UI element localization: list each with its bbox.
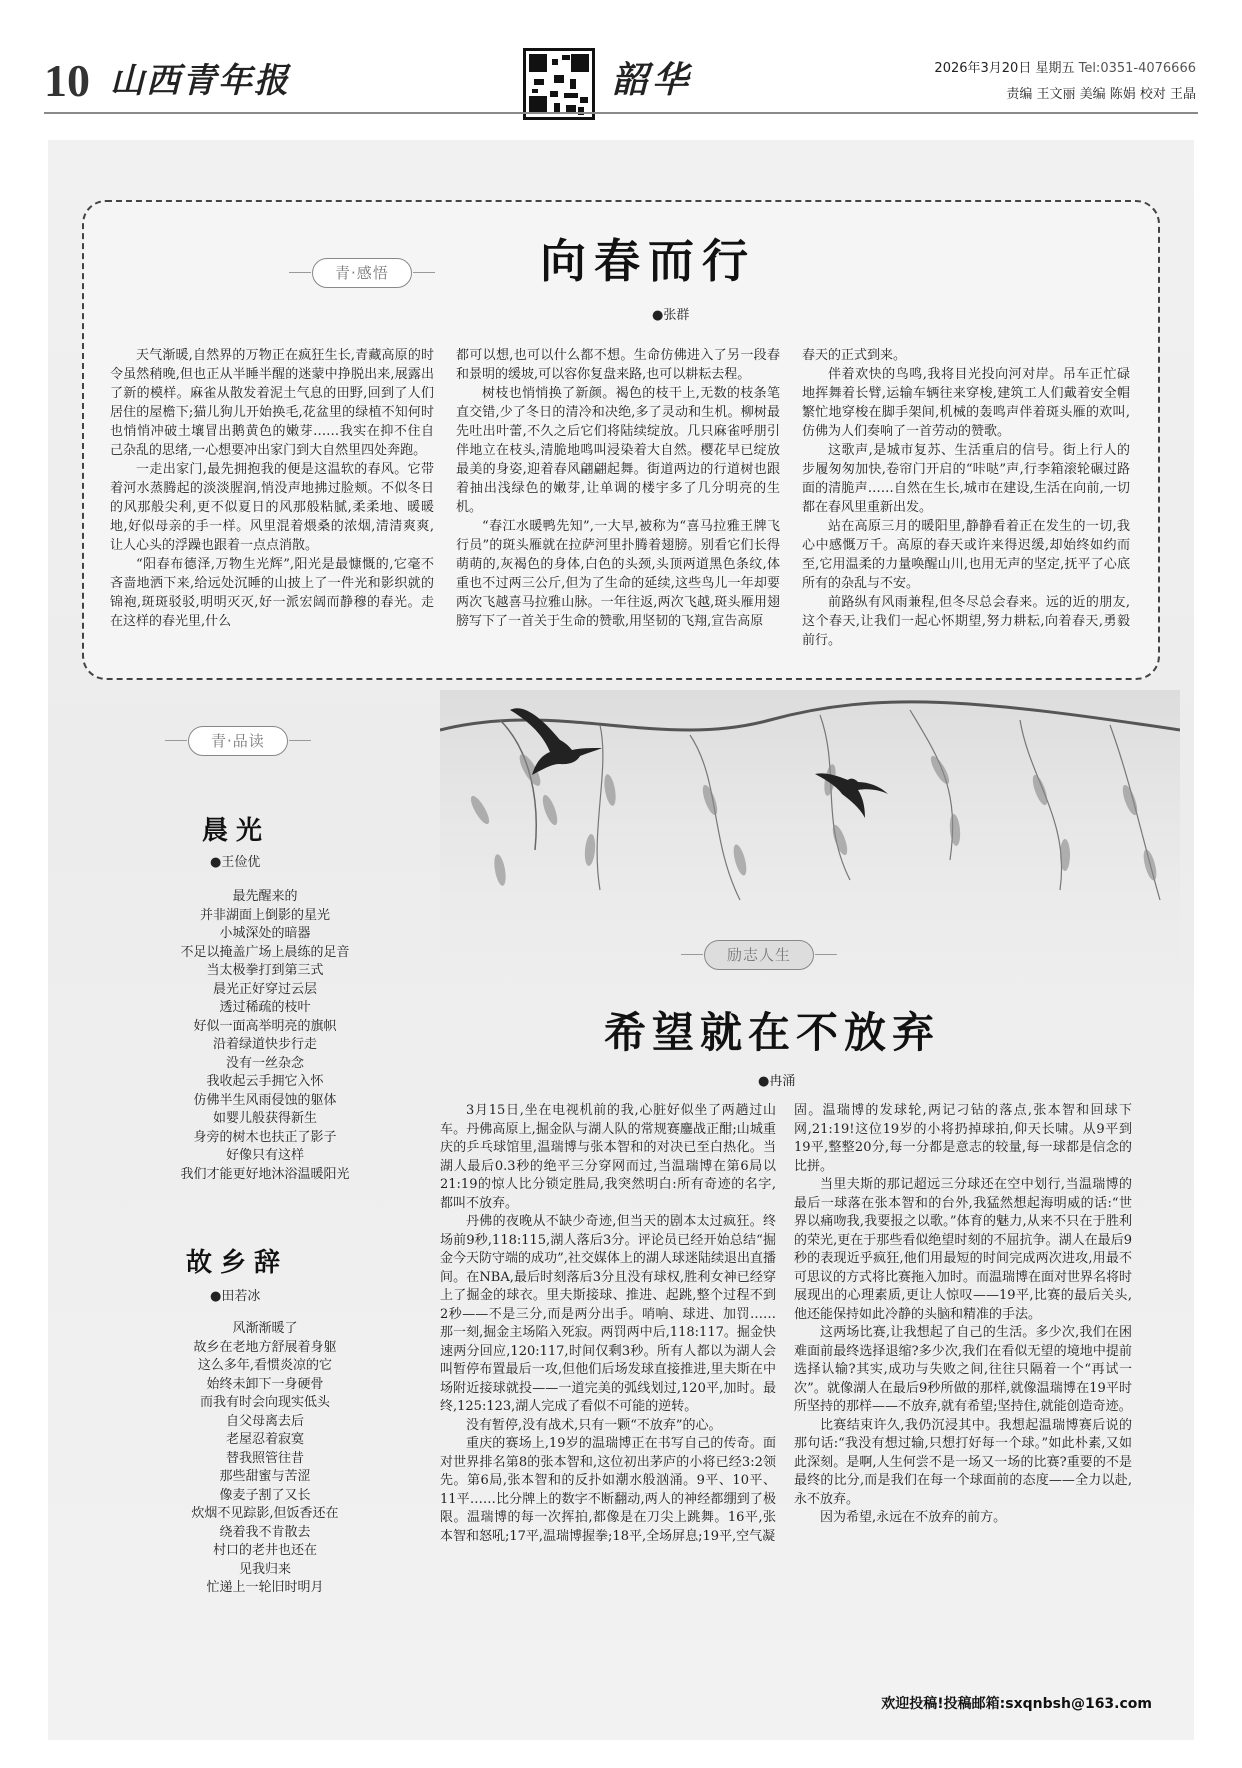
poem-line: 而我有时会向现实低头 [199,1395,330,1410]
article-byline: ●冉涌 [758,1074,796,1089]
article-title: 希望就在不放弃 [604,1008,941,1057]
poem-line: 那些甜蜜与苦涩 [219,1469,311,1484]
poem-line: 炊烟不见踪影,但饭香还在 [191,1506,339,1521]
poem-line: 始终未卸下一身硬骨 [206,1376,324,1392]
qr-code-icon [523,48,595,120]
paragraph: “春江水暖鸭先知”,一大早,被称为“喜马拉雅王牌飞行员”的斑头雁就在拉萨河里扑腾着翅膀。别看它们长得萌萌的,灰褐色的身体,白色的头颈,头顶两道黑色条纹,体重也不过两三公斤,但为了生命的延续,这些鸟儿一年却要两次飞越喜马拉雅山脉。一年往返,两次飞越,斑头雁用翅膀写下了一首关于生命的赞歌,用坚韧的飞翔,宣告高原 [456,519,780,629]
poem-line: 身旁的树木也扶正了影子 [193,1129,337,1145]
poem-body [110,1320,420,1598]
paragraph: 3月15日,坐在电视机前的我,心脏好似坐了两趟过山车。丹佛高原上,掘金队与湖人队的常规赛鏖战正酣;山城重庆的乒乓球馆里,温瑞博与张本智和的对决已至白热化。当湖人最后0.3秒的绝平三分穿网而过,当温瑞博在第6局以21:19的惊人比分锁定胜局,我突然明白:所有奇迹的名字,都叫不放弃。 [440,1103,776,1211]
article2-column-1 [440,1102,776,1680]
page-number: 10 [44,55,90,106]
poem-line: 沿着绿道快步行走 [212,1037,317,1052]
poem-line: 最先醒来的 [232,889,298,904]
submission-note: 欢迎投稿!投稿邮箱:sxqnbsh@163.com [881,1696,1152,1712]
poem-line: 当太极拳打到第三式 [206,963,324,978]
dateline [934,62,1196,75]
poem-line: 好像只有这样 [225,1148,304,1163]
poem-line: 晨光正好穿过云层 [212,981,317,997]
poem-byline: ●王俭优 [210,855,261,870]
poem-line: 风渐渐暖了 [232,1321,298,1336]
section-title: 韶华 [612,59,693,101]
editor-credits: 责编 王文丽 美编 陈娟 校对 王晶 [1006,87,1196,102]
poem-line: 见我归来 [238,1561,291,1577]
paragraph: 前路纵有风雨兼程,但冬尽总会春来。远的近的朋友,这个春天,让我们一起心怀期望,努力耕耘,向着春天,勇毅前行。 [802,595,1130,648]
article-title: 向春而行 [540,234,756,288]
paragraph: 一走出家门,最先拥抱我的便是这温软的春风。它带着河水蒸腾起的淡淡腥润,悄没声地拂过脸颊。不似冬日的风那般尖利,更不似夏日的风那般粘腻,柔柔地、暖暖地,好似母亲的手一样。风里混着煨桑的浓烟,清清爽爽,让人心头的浮躁也跟着一点点消散。 [110,462,434,553]
paragraph: 重庆的赛场上,19岁的温瑞博正在书写自己的传奇。面对世界排名第8的张本智和,这位初出茅庐的小将已经3:2领先。第6局,张本智和的反扑如潮水般汹涌。9平、10平、11平……比分牌上的数字不断翻动,两人的神经都绷到了极限。温瑞博的每一次挥拍,都像是在刀尖上跳舞。16平,张本智和怒吼;17平,温瑞博握拳;18平,全场屏息;19平,空气凝 [440,1436,776,1544]
article2-column-2 [794,1102,1132,1680]
poem-line: 老屋忍着寂寞 [225,1432,304,1447]
paragraph: 这两场比赛,让我想起了自己的生活。多少次,我们在困难面前最终选择退缩?多少次,我们在看似无望的境地中提前选择认输?其实,成功与失败之间,往往只隔着一个“再试一次”。就像湖人在最后9秒所做的那样,就像温瑞博在19平时所坚持的那样——不放弃,就有希望;坚持住,就能创造奇迹。 [794,1325,1132,1414]
paragraph: 天气渐暖,自然界的万物正在疯狂生长,青藏高原的时令虽然稍晚,但也正从半睡半醒的迷蒙中挣脱出来,展露出了新的模样。麻雀从散发着泥土气息的田野,回到了人们居住的屋檐下;猫儿狗儿开始换毛,花盆里的绿植不知何时也悄悄冲破土壤冒出鹅黄色的嫩芽……我实在抑不住自己杂乱的思绪,一心想要冲出家门到大自然里四处奔跑。 [110,348,434,458]
poem-body [110,888,420,1184]
paragraph: “阳春布德泽,万物生光辉”,阳光是最慷慨的,它毫不吝啬地洒下来,给远处沉睡的山披上了一件光和影织就的锦袍,斑斑驳驳,明明灭灭,好一派宏阔而静穆的春光。走在这样的春光里,什么 [110,557,434,629]
poem-line: 故乡在老地方舒展着身躯 [193,1339,337,1355]
poem-line: 村口的老井也还在 [212,1543,317,1558]
paragraph: 没有暂停,没有战术,只有一颗“不放弃”的心。 [466,1417,722,1433]
paragraph: 伴着欢快的鸟鸣,我将目光投向河对岸。吊车正忙碌地挥舞着长臂,运输车辆往来穿梭,建筑工人们戴着安全帽繁忙地穿梭在脚手架间,机械的轰鸣声伴着斑头雁的欢叫,仿佛为人们奏响了一首劳动的赞歌。 [802,367,1130,439]
header-divider [44,112,1198,114]
article1-column-2 [456,346,780,664]
paragraph: 这歌声,是城市复苏、生活重启的信号。街上行人的步履匆匆加快,卷帘门开启的“咔哒”声,行李箱滚轮碾过路面的清脆声……自然在生长,城市在建设,生活在向前,一切都在春风里重新出发。 [802,443,1130,515]
poem-line: 没有一丝杂念 [225,1055,304,1071]
paragraph: 因为希望,永远在不放弃的前方。 [820,1510,1007,1525]
article1-column-1 [110,346,434,664]
poem-line: 如婴儿般获得新生 [212,1111,317,1126]
poem-line: 我们才能更好地沐浴温暖阳光 [180,1166,350,1182]
article-byline: ●张群 [652,308,690,323]
poem-line: 不足以掩盖广场上晨练的足音 [180,944,350,960]
paragraph: 树枝也悄悄换了新颜。褐色的枝干上,无数的枝条笔直交错,少了冬日的清冷和决绝,多了灵动和生机。柳树最先吐出叶蕾,不久之后它们将陆续绽放。几只麻雀呼朋引伴地立在枝头,清脆地鸣叫浸染着大自然。樱花早已绽放最美的身姿,迎着春风翩翩起舞。街道两边的行道树也跟着抽出浅绿色的嫩芽,让单调的楼宇多了几分明亮的生机。 [456,386,780,515]
column-tag-insight: 青·感悟 [312,258,412,288]
poem-title: 故乡辞 [186,1248,289,1278]
poem-line: 替我照管往昔 [225,1450,304,1466]
poem-line: 我收起云手拥它入怀 [206,1074,324,1089]
poem-line: 仿佛半生风雨侵蚀的躯体 [193,1092,337,1108]
swallow-illustration [440,690,1180,1030]
paragraph: 丹佛的夜晚从不缺少奇迹,但当天的剧本太过疯狂。终场前9秒,118:115,湖人落后3分。评论员已经开始总结“掘金今天防守端的成功”,社交媒体上的湖人球迷陆续退出直播间。在NBA,最后时刻落后3分且没有球权,胜利女神已经穿上了掘金的球衣。里夫斯接球、推进、起跳,整个过程不到2秒——不是三分,而是两分出手。哨响、球进、加罚……那一刻,掘金主场陷入死寂。两罚两中后,118:117。掘金快速两分回应,120:117,时间仅剩3秒。所有人都以为湖人会叫暂停布置最后一攻,但他们后场发球直接推进,里夫斯在中场附近接球就投——一道完美的弧线划过,120平,加时。最终,125:123,湖人完成了看似不可能的逆转。 [440,1214,776,1414]
poem-line: 绕着我不肯散去 [219,1524,311,1540]
poem-line: 这么多年,看惯炎凉的它 [197,1358,333,1373]
column-tag-reading: 青·品读 [188,726,288,756]
issue-date: 2026年3月20日 星期五 [934,61,1075,76]
poem-title: 晨光 [202,816,271,846]
poem-line: 小城深处的暗器 [219,926,311,941]
poem-line: 像麦子割了又长 [219,1487,311,1503]
paragraph: 都可以想,也可以什么都不想。生命仿佛进入了另一段春和景明的缓坡,可以容你复盘来路,也可以耕耘去程。 [456,348,780,382]
paragraph: 春天的正式到来。 [802,348,907,363]
telephone: Tel:0351-4076666 [1078,61,1196,76]
paragraph: 固。温瑞博的发球轮,两记刁钻的落点,张本智和回球下网,21:19!这位19岁的小将扔掉球拍,仰天长啸。从9平到19平,整整20分,每一分都是意志的较量,每一球都是信念的比拼。 [794,1103,1132,1174]
column-tag-inspiration: 励志人生 [704,940,814,970]
article1-column-3 [802,346,1130,664]
poem-line: 并非湖面上倒影的星光 [199,907,330,923]
poem-line: 透过稀疏的枝叶 [219,1000,311,1015]
poem-line: 忙递上一轮旧时明月 [206,1580,324,1595]
poem-byline: ●田若冰 [210,1289,261,1304]
paragraph: 当里夫斯的那记超远三分球还在空中划行,当温瑞博的最后一球落在张本智和的台外,我猛然想起海明威的话:“世界以痛吻我,我要报之以歌。”体育的魅力,从来不只在于胜利的荣光,更在于那些看似绝望时刻的不屈抗争。湖人在最后9秒的表现近乎疯狂,他们用最短的时间完成两次进攻,用最不可思议的方式将比赛拖入加时。而温瑞博在面对世界名将时展现出的心理素质,更让人惊叹——19平,比赛的最后关头,他还能保持如此冷静的头脑和精准的手法。 [794,1177,1132,1322]
paragraph: 比赛结束许久,我仍沉浸其中。我想起温瑞博赛后说的那句话:“我没有想过输,只想打好每一个球。”如此朴素,又如此深刻。是啊,人生何尝不是一场又一场的比赛?重要的不是最终的比分,而是我们在每一个球面前的态度——全力以赴,永不放弃。 [794,1417,1132,1507]
poem-line: 自父母离去后 [225,1413,304,1429]
masthead-logo: 山西青年报 [110,61,290,101]
poem-line: 好似一面高举明亮的旗帜 [193,1018,337,1034]
paragraph: 站在高原三月的暖阳里,静静看着正在发生的一切,我心中感慨万千。高原的春天或许来得迟缓,却始终如约而至,它用温柔的力量唤醒山川,也用无声的坚定,抚平了心底所有的杂乱与不安。 [802,519,1130,591]
